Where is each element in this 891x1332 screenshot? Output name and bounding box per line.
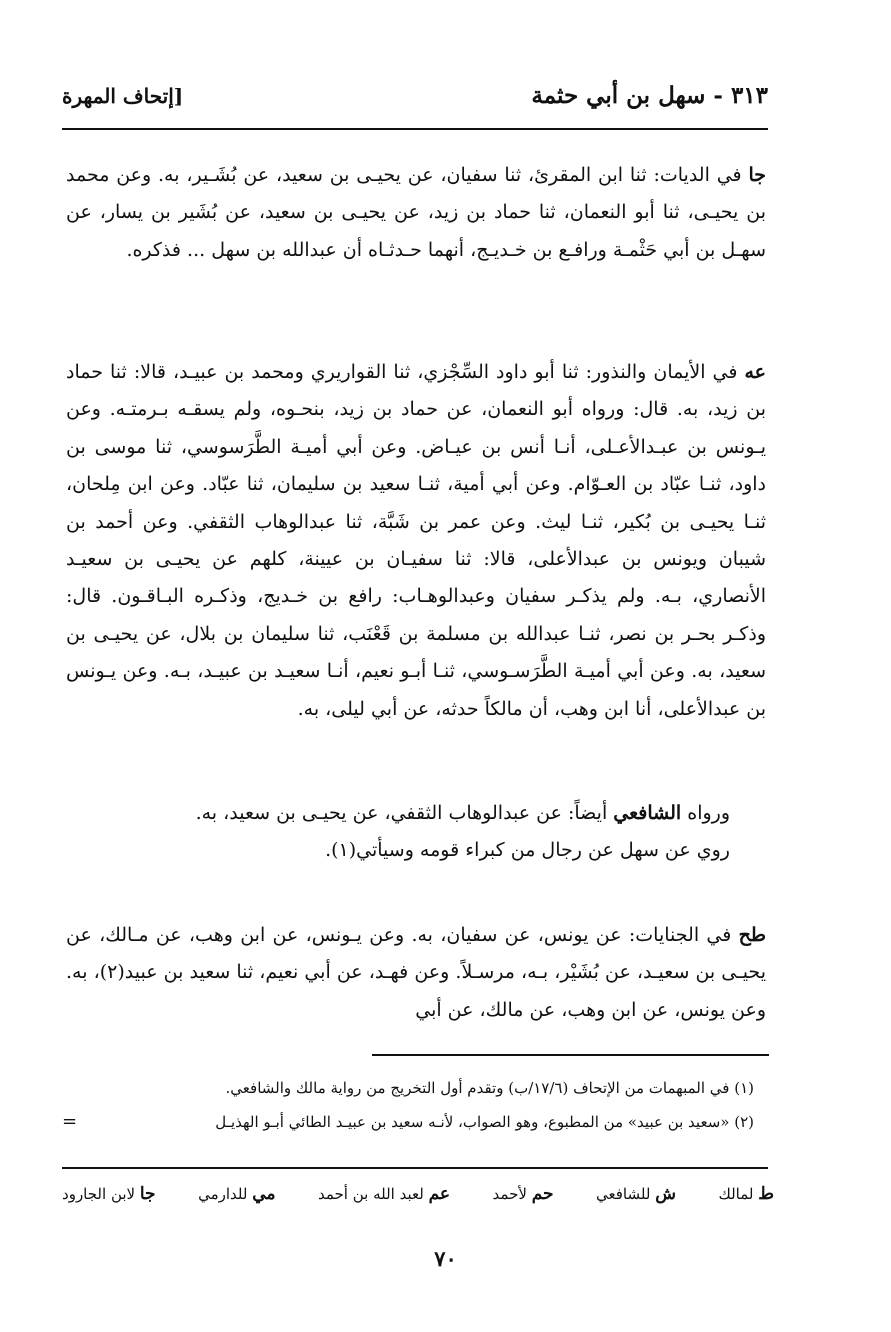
footnote-2: (٢) «سعيد بن عبيد» من المطبوع، وهو الصواب، لأنـه سعيد بن عبيـد الطائي أبـو الهذيـل: [215, 1113, 754, 1131]
siglum-code: مي: [252, 1184, 276, 1204]
paragraph-siglum: طح: [738, 924, 766, 946]
shafii-name: الشافعي: [613, 802, 682, 824]
siglum-name: لمالك: [718, 1185, 754, 1203]
paragraph-siglum: جا: [748, 164, 766, 186]
paragraph-text: في الديات: ثنا ابن المقرئ، ثنا سفيان، عن يحيـى بن سعيد، عن بُشَـير، به. وعن محمد بن يحيـى، ثنا أبو النعمان، ثنا حماد بن زيد، عن يحيـى بن سعيد، عن بُشَير بن يسار، عن سهـل بن أبي حَثْمـة ورافـع بن خـديـج، أنهما حـدثـاه أن عبدالله بن سهل ... فذكره.: [66, 164, 766, 261]
footnote-1: (١) في المبهمات من الإتحاف (١٧/٦/ب) وتقدم أول التخريج من رواية مالك والشافعي.: [225, 1079, 754, 1097]
header-rule: [62, 128, 768, 130]
siglum-code: ط: [758, 1184, 774, 1204]
siglum-name: لأحمد: [492, 1185, 527, 1203]
shafii-line: [66, 795, 766, 832]
footnote-rule: [372, 1054, 769, 1056]
shafii-line-post: أيضاً: عن عبدالوهاب الثقفي، عن يحيـى بن سعيد، به.: [195, 802, 608, 824]
sigla-rule: [62, 1167, 768, 1169]
shafii-line-pre: ورواه: [687, 802, 730, 824]
book-title: [إتحاف المهرة: [62, 84, 184, 108]
siglum-malik: [718, 1184, 774, 1204]
paragraph-ja: [66, 157, 766, 269]
paragraph-th: [66, 917, 766, 1029]
paragraph-ah: [66, 354, 766, 728]
sigla-legend: [62, 1184, 774, 1204]
paragraph-text: في الجنايات: عن يونس، عن سفيان، به. وعن يـونس، عن ابن وهب، عن مـالك، عن يحيـى بن سعيـد، عن بُشَيْر، بـه، مرسـلاً. وعن فهـد، عن أبي نعيم، ثنا سعيد بن عبيد(٢)، به. وعن يونس، عن ابن وهب، عن مالك، عن أبي: [66, 924, 766, 1021]
page-number: ٧٠: [434, 1246, 457, 1271]
siglum-code: جا: [139, 1184, 156, 1204]
siglum-code: عم: [428, 1184, 451, 1204]
siglum-ahmad: [493, 1184, 554, 1204]
siglum-jarud: [62, 1184, 156, 1204]
siglum-code: حم: [531, 1184, 554, 1204]
page-header: [62, 82, 768, 116]
paragraph-siglum: عه: [744, 361, 767, 383]
section-title: ٣١٣ - سهل بن أبي حثمة: [531, 82, 768, 109]
siglum-name: لعبد الله بن أحمد: [317, 1185, 424, 1203]
siglum-name: لابن الجارود: [62, 1185, 136, 1203]
footnotes: [62, 1071, 768, 1139]
continuation-mark: =: [62, 1111, 78, 1132]
siglum-darimi: [198, 1184, 275, 1204]
siglum-shafii: [596, 1184, 676, 1204]
rowi-line: روي عن سهل عن رجال من كبراء قومه وسيأتي(١).: [325, 839, 730, 862]
siglum-abdullah: [318, 1184, 450, 1204]
siglum-code: ش: [655, 1184, 676, 1204]
siglum-name: للدارمي: [198, 1185, 248, 1203]
siglum-name: للشافعي: [596, 1185, 651, 1203]
paragraph-text: في الأيمان والنذور: ثنا أبو داود السِّجْزي، ثنا القواريري ومحمد بن عبيـد، قالا: ثنا حماد بن زيد، به. قال: ورواه أبو النعمان، عن حماد بن زيد، بنحـوه، ولم يسقـه بـرمتـه. وعن يـونس بن عبـدالأعـلى، أنـا أنس بن عيـاض. وعن أبي أميـة الطَّرَسوسي، ثنا موسى بن داود، ثنـا عبّاد بن العـوّام. وعن أبي أمية، ثنـا سعيد بن سليمان، ثنا عبّاد. وعن ابن مِلحان، ثنـا يحيـى بن بُكير، ثنـا ليث. وعن عمر بن شَبَّة، ثنا عبدالوهاب الثقفي. وعن أحمد بن شيبان ويونس بن عبدالأعلى، قالا: ثنا سفيـان بن عيينة، كلهم عن يحيـى بن سعيـد الأنصاري، بـه. ولم يذكـر سفيان وعبدالوهـاب: رافع بن خـديج، وذكـره البـاقـون. قال: وذكـر بحـر بن نصر، ثنـا عبدالله بن مسلمة بن قَعْنَب، ثنا سليمان بن بلال، عن يحيـى بن سعيد، به. وعن أبي أميـة الطَّرَسـوسي، ثنـا أبـو نعيم، أنـا سعيـد بن عبيـد، بـه. وعن يـونس بن عبدالأعلى، أنا ابن وهب، أن مالكاً حدثه، عن أبي ليلى، به.: [66, 361, 766, 720]
paragraph-shafii: [66, 795, 766, 870]
